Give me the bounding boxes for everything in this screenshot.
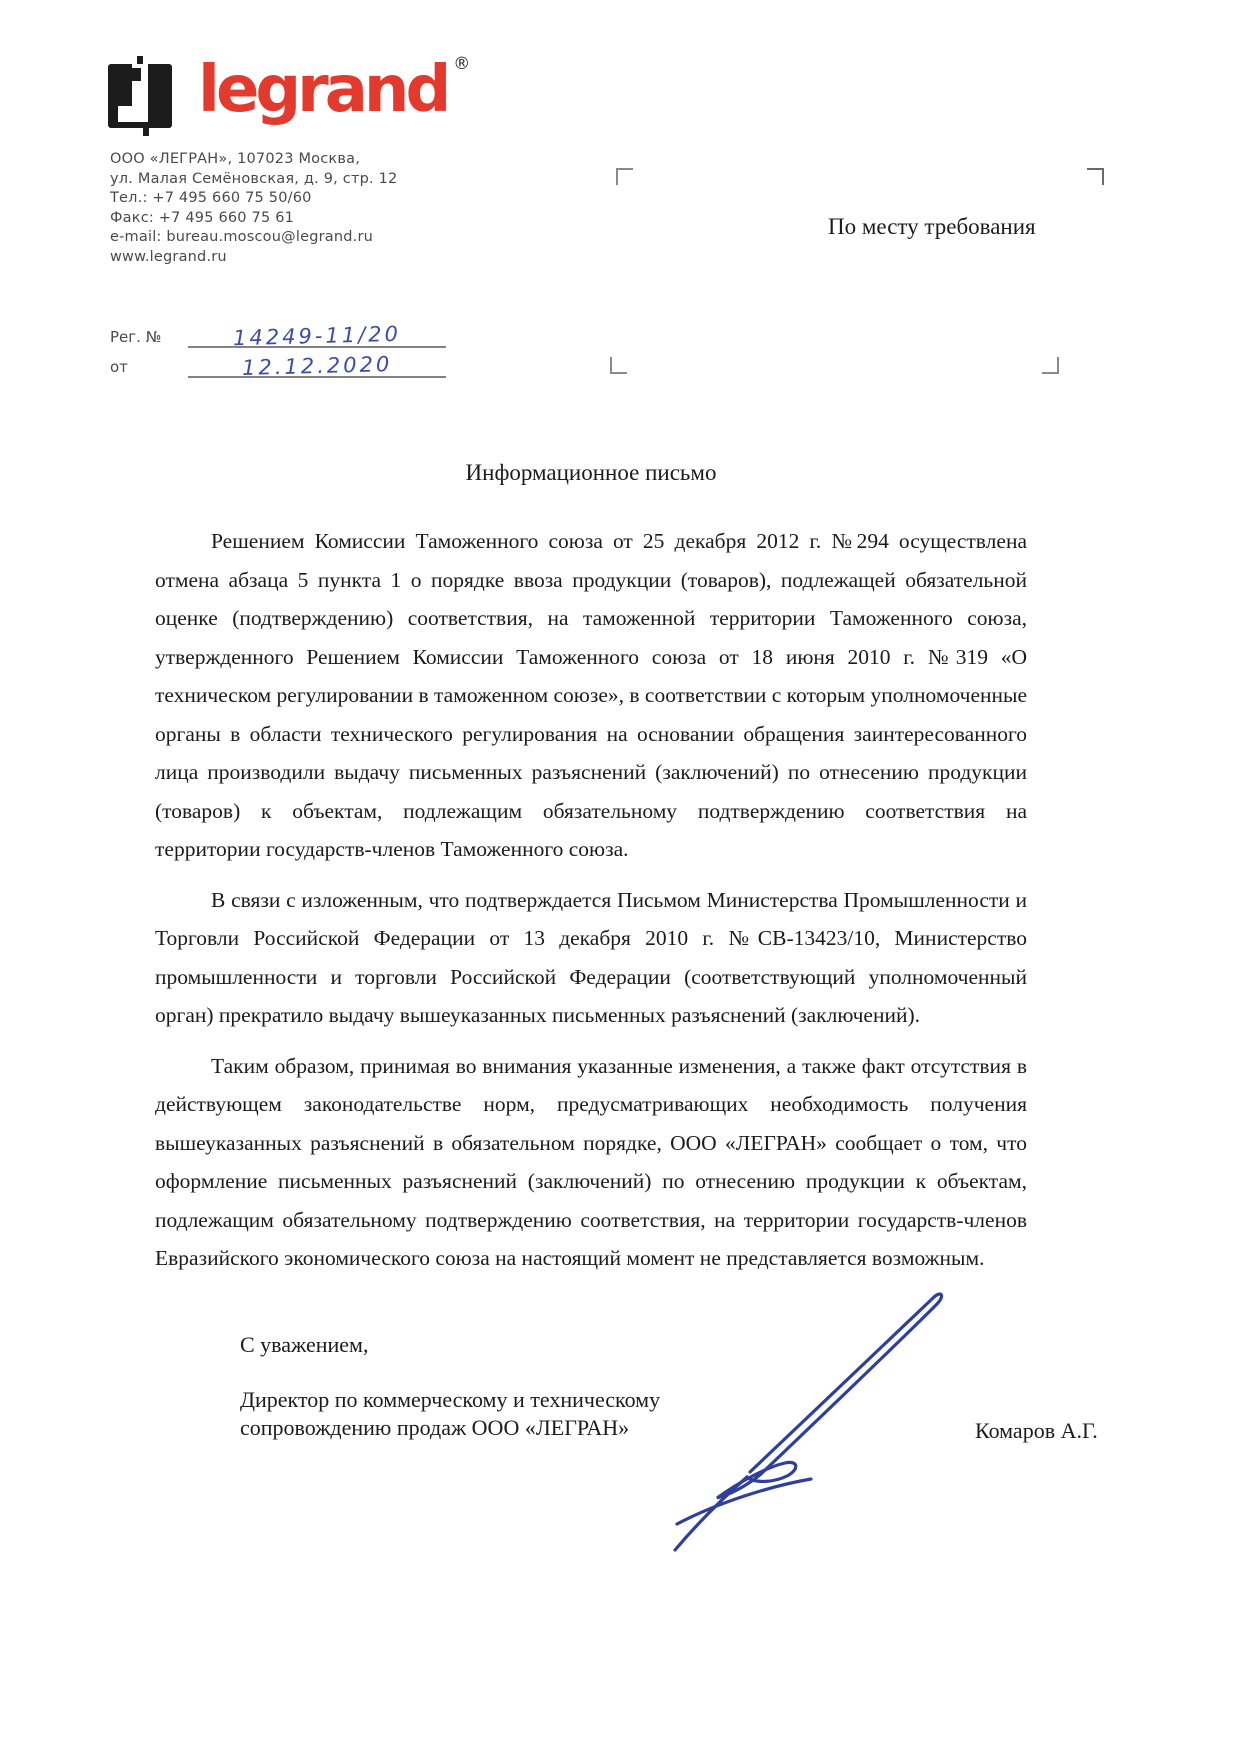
company-fax: Факс: +7 495 660 75 61: [110, 209, 295, 226]
address-window-corner-bottom-right: [1042, 357, 1059, 374]
brand-wordmark: legrand: [198, 53, 448, 127]
company-website: www.legrand.ru: [110, 248, 227, 265]
closing-salutation: С уважением,: [240, 1332, 369, 1357]
paragraph-1: Решением Комиссии Таможенного союза от 25 декабря 2012 г. №294 осуществлена отмена абзаца 5 пункта 1 о порядке ввоза продукции (товаров), подлежащей обязательной оценке (подтверждению) соответствия, на таможенной территории Таможенного союза, утвержденного Решением Комиссии Таможенного союза от 18 июня 2010 г. №319 «О техническом регулировании в таможенном союзе», в соответствии с которым уполномоченные органы в области технического регулирования на основании обращения заинтересованного лица производили выдачу письменных разъяснений (заключений) по отнесению продукции (товаров) к объектам, подлежащим обязательному подтверждению соответствия на территории государств-членов Таможенного союза.: [155, 529, 1027, 861]
signer-name: Комаров А.Г.: [975, 1418, 1098, 1443]
paragraph-2: В связи с изложенным, что подтверждается Письмом Министерства Промышленности и Торговли Российской Федерации от 13 декабря 2010 г. №СВ-13423/10, Министерство промышленности и торговли Российской Федерации (соответствующий уполномоченный орган) прекратило выдачу вышеуказанных письменных разъяснений (заключений).: [155, 887, 1027, 1027]
letter-title: Информационное письмо: [465, 460, 717, 485]
address-window-corner-top-right: [1087, 168, 1104, 185]
registration-block: [110, 318, 446, 378]
reg-date-line: [188, 352, 446, 378]
company-street-address: ул. Малая Семёновская, д. 9, стр. 12: [110, 170, 398, 187]
handwritten-reg-date: 12.12.2020: [241, 352, 393, 380]
signer-job-title-line-1: Директор по коммерческому и техническому: [240, 1387, 661, 1412]
address-window-corner-bottom-left: [610, 357, 627, 374]
company-phone: Тел.: +7 495 660 75 50/60: [110, 190, 312, 206]
reg-number-line: [188, 321, 446, 351]
letter-body: [155, 522, 1027, 1290]
signer-job-title: [240, 1386, 660, 1442]
recipient-text: По месту требования: [828, 214, 1036, 239]
registered-trademark-symbol: ®: [453, 54, 471, 74]
legrand-square-l-icon: [106, 56, 184, 136]
reg-number-label: Рег. №: [110, 328, 162, 346]
handwritten-signature: [635, 1272, 965, 1562]
signer-job-title-line-2: сопровождению продаж ООО «ЛЕГРАН»: [240, 1415, 630, 1440]
company-email: e-mail: bureau.moscou@legrand.ru: [110, 229, 373, 245]
reg-date-label: от: [110, 358, 128, 376]
company-contact-block: [110, 150, 398, 267]
legrand-logo: [106, 52, 470, 136]
company-name-address: ООО «ЛЕГРАН», 107023 Москва,: [110, 151, 360, 167]
paragraph-3: Таким образом, принимая во внимания указанные изменения, а также факт отсутствия в действующем законодательстве норм, предусматривающих необходимость получения вышеуказанных разъяснений в обязательном порядке, ООО «ЛЕГРАН» сообщает о том, что оформление письменных разъяснений (заключений) по отнесению продукции к объектам, подлежащим обязательному подтверждению соответствия, на территории государств-членов Евразийского экономического союза на настоящий момент не представляется возможным.: [155, 1053, 1027, 1270]
handwritten-reg-number: 14249-11/20: [232, 321, 402, 351]
address-window-corner-top-left: [616, 168, 633, 185]
